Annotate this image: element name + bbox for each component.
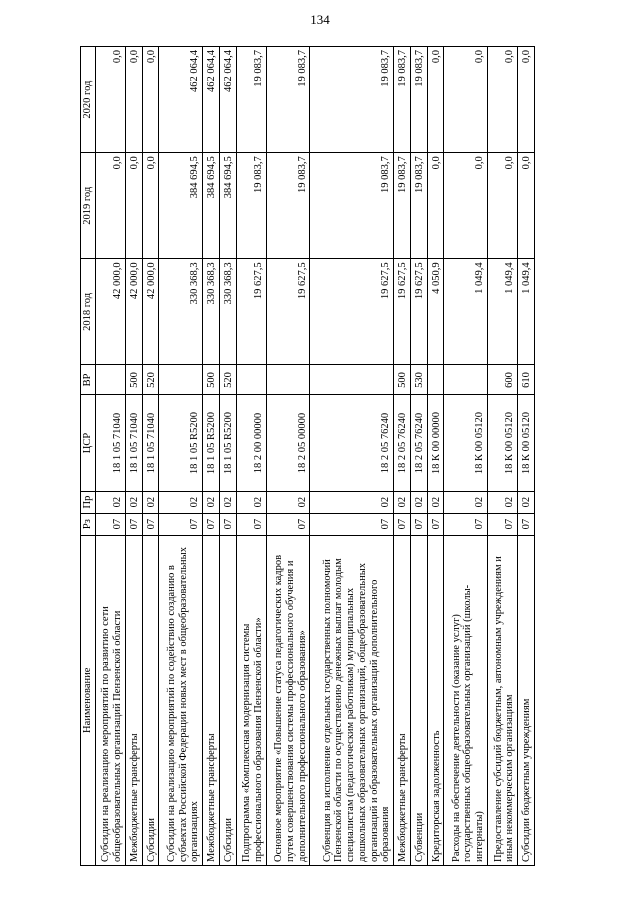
cell-rz: 07: [394, 513, 411, 535]
cell-pr: 02: [159, 491, 203, 513]
cell-vr: [444, 365, 488, 395]
cell-y2018: 42 000,0: [142, 259, 159, 365]
cell-name: Субсидии: [219, 535, 236, 865]
cell-vr: [427, 365, 444, 395]
cell-y2018: 330 368,3: [219, 259, 236, 365]
cell-pr: 02: [444, 491, 488, 513]
cell-vr: 530: [410, 365, 427, 395]
cell-vr: [236, 365, 266, 395]
cell-y2018: 19 627,5: [310, 259, 394, 365]
cell-csr: 18 1 05 71040: [95, 395, 125, 491]
table-row: [236, 47, 266, 866]
cell-csr: 18 1 05 71040: [142, 395, 159, 491]
cell-csr: 18 2 05 00000: [266, 395, 310, 491]
cell-y2020: 462 064,4: [203, 47, 220, 153]
cell-y2019: 0,0: [487, 153, 517, 259]
cell-y2019: 0,0: [125, 153, 142, 259]
header-2019: 2019 год: [81, 153, 96, 259]
cell-y2018: 19 627,5: [410, 259, 427, 365]
header-2020: 2020 год: [81, 47, 96, 153]
cell-y2019: 0,0: [427, 153, 444, 259]
table-row: [95, 47, 125, 866]
cell-y2019: 384 694,5: [159, 153, 203, 259]
cell-csr: 18 2 05 76240: [310, 395, 394, 491]
cell-y2020: 19 083,7: [394, 47, 411, 153]
cell-csr: 18 2 05 76240: [394, 395, 411, 491]
cell-y2018: 19 627,5: [394, 259, 411, 365]
table-body: [95, 47, 534, 866]
cell-pr: 02: [95, 491, 125, 513]
budget-table-container: [80, 46, 535, 866]
cell-rz: 07: [310, 513, 394, 535]
cell-vr: 500: [394, 365, 411, 395]
cell-name: Основное мероприятие «Повышение статуса педагогических кадров путем совершенствования системы профессионального обучения и дополнительного профессионального образования»: [266, 535, 310, 865]
cell-y2020: 19 083,7: [310, 47, 394, 153]
cell-y2018: 42 000,0: [95, 259, 125, 365]
cell-y2019: 19 083,7: [266, 153, 310, 259]
cell-rz: 07: [219, 513, 236, 535]
rotated-table-frame: [80, 46, 535, 866]
header-rz: Рз: [81, 513, 96, 535]
cell-y2018: 1 049,4: [487, 259, 517, 365]
cell-y2020: 462 064,4: [159, 47, 203, 153]
cell-pr: 02: [219, 491, 236, 513]
cell-y2018: 1 049,4: [518, 259, 535, 365]
cell-rz: 07: [236, 513, 266, 535]
cell-name: Предоставление субсидий бюджетным, автономным учреждениям и иным некоммерческим организациям: [487, 535, 517, 865]
cell-y2019: 0,0: [444, 153, 488, 259]
cell-vr: 520: [219, 365, 236, 395]
table-row: [142, 47, 159, 866]
cell-y2019: 0,0: [518, 153, 535, 259]
cell-csr: 18 1 05 R5200: [159, 395, 203, 491]
table-row: [444, 47, 488, 866]
header-2018: 2018 год: [81, 259, 96, 365]
cell-name: Подпрограмма «Комплексная модернизация системы профессионального образования Пензенской области»: [236, 535, 266, 865]
cell-y2018: 4 050,9: [427, 259, 444, 365]
cell-vr: 610: [518, 365, 535, 395]
header-row: [81, 47, 96, 866]
cell-name: Субсидии на реализацию мероприятий по содействию созданию в субъектах Российской Федерации новых мест в общеобразовательных организациях: [159, 535, 203, 865]
cell-name: Межбюджетные трансферты: [203, 535, 220, 865]
cell-csr: 18 2 05 76240: [410, 395, 427, 491]
cell-name: Межбюджетные трансферты: [125, 535, 142, 865]
header-vr: ВР: [81, 365, 96, 395]
cell-name: Расходы на обеспечение деятельности (оказание услуг) государственных общеобразовательных организаций (школы-интернаты): [444, 535, 488, 865]
cell-vr: 500: [203, 365, 220, 395]
cell-rz: 07: [518, 513, 535, 535]
cell-name: Субсидии бюджетным учреждениям: [518, 535, 535, 865]
cell-pr: 02: [125, 491, 142, 513]
cell-name: Субвенции: [410, 535, 427, 865]
cell-rz: 07: [410, 513, 427, 535]
cell-csr: 18 1 05 R5200: [203, 395, 220, 491]
cell-y2019: 384 694,5: [203, 153, 220, 259]
cell-y2020: 19 083,7: [266, 47, 310, 153]
cell-rz: 07: [427, 513, 444, 535]
cell-y2018: 330 368,3: [159, 259, 203, 365]
cell-y2018: 42 000,0: [125, 259, 142, 365]
cell-rz: 07: [125, 513, 142, 535]
cell-name: Субсидии: [142, 535, 159, 865]
cell-vr: 520: [142, 365, 159, 395]
table-row: [394, 47, 411, 866]
cell-y2019: 0,0: [95, 153, 125, 259]
cell-rz: 07: [266, 513, 310, 535]
table-row: [219, 47, 236, 866]
table-row: [487, 47, 517, 866]
cell-name: Кредиторская задолженность: [427, 535, 444, 865]
table-row: [427, 47, 444, 866]
cell-y2020: 0,0: [487, 47, 517, 153]
table-row: [310, 47, 394, 866]
cell-name: Межбюджетные трансферты: [394, 535, 411, 865]
cell-y2020: 462 064,4: [219, 47, 236, 153]
cell-pr: 02: [427, 491, 444, 513]
cell-vr: [266, 365, 310, 395]
header-name: Наименование: [81, 535, 96, 865]
cell-y2019: 19 083,7: [394, 153, 411, 259]
cell-pr: 02: [142, 491, 159, 513]
cell-pr: 02: [394, 491, 411, 513]
table-row: [203, 47, 220, 866]
cell-y2020: 0,0: [95, 47, 125, 153]
cell-rz: 07: [487, 513, 517, 535]
cell-pr: 02: [310, 491, 394, 513]
cell-pr: 02: [236, 491, 266, 513]
page-number: 134: [310, 12, 330, 27]
cell-csr: 18 К 00 05120: [444, 395, 488, 491]
cell-csr: 18 К 00 05120: [518, 395, 535, 491]
cell-csr: 18 К 00 05120: [487, 395, 517, 491]
table-row: [266, 47, 310, 866]
cell-y2019: 19 083,7: [410, 153, 427, 259]
cell-csr: 18 2 00 00000: [236, 395, 266, 491]
cell-name: Субвенция на исполнение отдельных государственных полномочий Пензенской области по осуществлению денежных выплат молодым специалистам (педагогическим работникам) муниципальных дошкольных образовательных организаций, общеобразовательных организаций и образовательных организаций дополнительного образования: [310, 535, 394, 865]
cell-vr: 500: [125, 365, 142, 395]
cell-y2020: 0,0: [427, 47, 444, 153]
cell-y2018: 19 627,5: [266, 259, 310, 365]
table-row: [410, 47, 427, 866]
cell-y2019: 19 083,7: [236, 153, 266, 259]
cell-vr: [310, 365, 394, 395]
cell-vr: [159, 365, 203, 395]
cell-pr: 02: [266, 491, 310, 513]
budget-table: [80, 46, 535, 866]
cell-y2019: 19 083,7: [310, 153, 394, 259]
header-csr: ЦСР: [81, 395, 96, 491]
cell-rz: 07: [159, 513, 203, 535]
cell-y2018: 330 368,3: [203, 259, 220, 365]
cell-rz: 07: [95, 513, 125, 535]
cell-y2020: 19 083,7: [236, 47, 266, 153]
cell-y2020: 0,0: [142, 47, 159, 153]
cell-pr: 02: [410, 491, 427, 513]
table-row: [159, 47, 203, 866]
table-row: [518, 47, 535, 866]
cell-rz: 07: [444, 513, 488, 535]
table-row: [125, 47, 142, 866]
cell-vr: [95, 365, 125, 395]
cell-y2020: 0,0: [125, 47, 142, 153]
cell-pr: 02: [203, 491, 220, 513]
cell-y2020: 19 083,7: [410, 47, 427, 153]
cell-csr: 18 1 05 71040: [125, 395, 142, 491]
cell-rz: 07: [203, 513, 220, 535]
cell-csr: 18 1 05 R5200: [219, 395, 236, 491]
cell-pr: 02: [487, 491, 517, 513]
cell-y2020: 0,0: [444, 47, 488, 153]
cell-name: Субсидии на реализацию мероприятий по развитию сети общеобразовательных организаций Пензенской области: [95, 535, 125, 865]
cell-y2018: 19 627,5: [236, 259, 266, 365]
cell-rz: 07: [142, 513, 159, 535]
cell-csr: 18 К 00 00000: [427, 395, 444, 491]
header-pr: Пр: [81, 491, 96, 513]
cell-vr: 600: [487, 365, 517, 395]
cell-y2018: 1 049,4: [444, 259, 488, 365]
cell-y2019: 0,0: [142, 153, 159, 259]
cell-y2019: 384 694,5: [219, 153, 236, 259]
cell-pr: 02: [518, 491, 535, 513]
cell-y2020: 0,0: [518, 47, 535, 153]
